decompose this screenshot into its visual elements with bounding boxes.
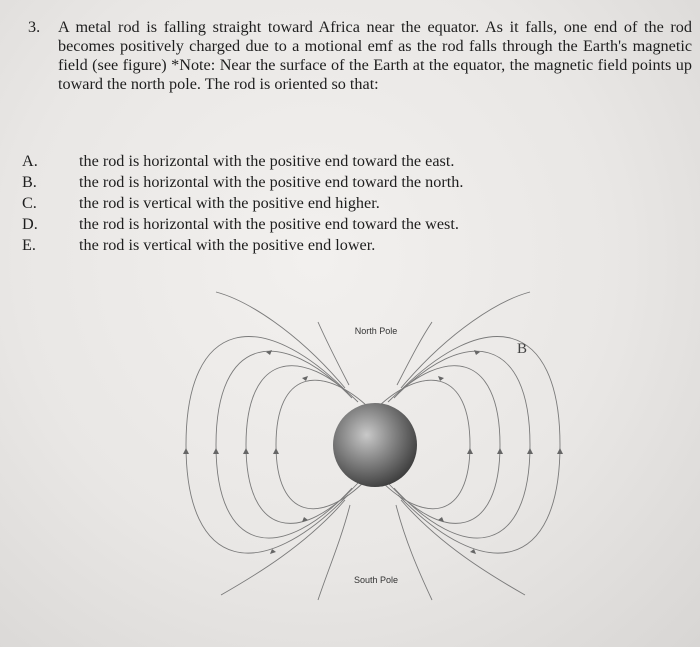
arrow-icon xyxy=(497,448,503,454)
arrow-icon xyxy=(243,448,249,454)
field-line xyxy=(216,292,345,388)
field-line xyxy=(396,505,432,600)
field-line xyxy=(216,351,352,538)
arrow-icon xyxy=(467,448,473,454)
question-number: 3. xyxy=(28,18,41,36)
choice-text: the rod is horizontal with the positive end toward the north. xyxy=(79,173,464,191)
arrow-icon xyxy=(470,549,476,554)
arrow-icon xyxy=(213,448,219,454)
arrow-icon xyxy=(438,376,444,381)
field-line xyxy=(186,337,348,554)
choice-text: the rod is vertical with the positive end higher. xyxy=(79,194,380,212)
arrow-icon xyxy=(183,448,189,454)
arrow-icon xyxy=(270,549,276,554)
choice-letter: C. xyxy=(22,194,37,212)
choice-text: the rod is horizontal with the positive end toward the west. xyxy=(79,215,459,233)
field-line xyxy=(401,500,525,595)
north-pole-label: North Pole xyxy=(354,326,398,336)
choice-letter: B. xyxy=(22,173,37,191)
field-line xyxy=(318,505,350,600)
choice-text: the rod is vertical with the positive end lower. xyxy=(79,236,376,254)
field-b-label: B xyxy=(517,341,528,357)
arrow-icon xyxy=(557,448,563,454)
question-text: A metal rod is falling straight toward Africa near the equator. As it falls, one end of the rod becomes positively charged due to a motional emf as the rod falls through the Earth's magnetic field (see figure) *Note: Near the surface of the Earth at the equator, the magnetic field points up toward the north pole. The rod is oriented so that: xyxy=(58,18,692,93)
choice-text: the rod is horizontal with the positive end toward the east. xyxy=(79,152,455,170)
field-line xyxy=(397,322,432,385)
field-line xyxy=(221,500,345,595)
field-line xyxy=(401,292,530,388)
choice-letter: E. xyxy=(22,236,36,254)
arrow-icon xyxy=(302,376,308,381)
arrow-icon xyxy=(273,448,279,454)
field-line xyxy=(398,337,560,554)
choice-letter: A. xyxy=(22,152,38,170)
choice-letter: D. xyxy=(22,215,38,233)
south-pole-label: South Pole xyxy=(353,575,399,585)
arrow-icon xyxy=(527,448,533,454)
earth-globe xyxy=(333,403,417,487)
